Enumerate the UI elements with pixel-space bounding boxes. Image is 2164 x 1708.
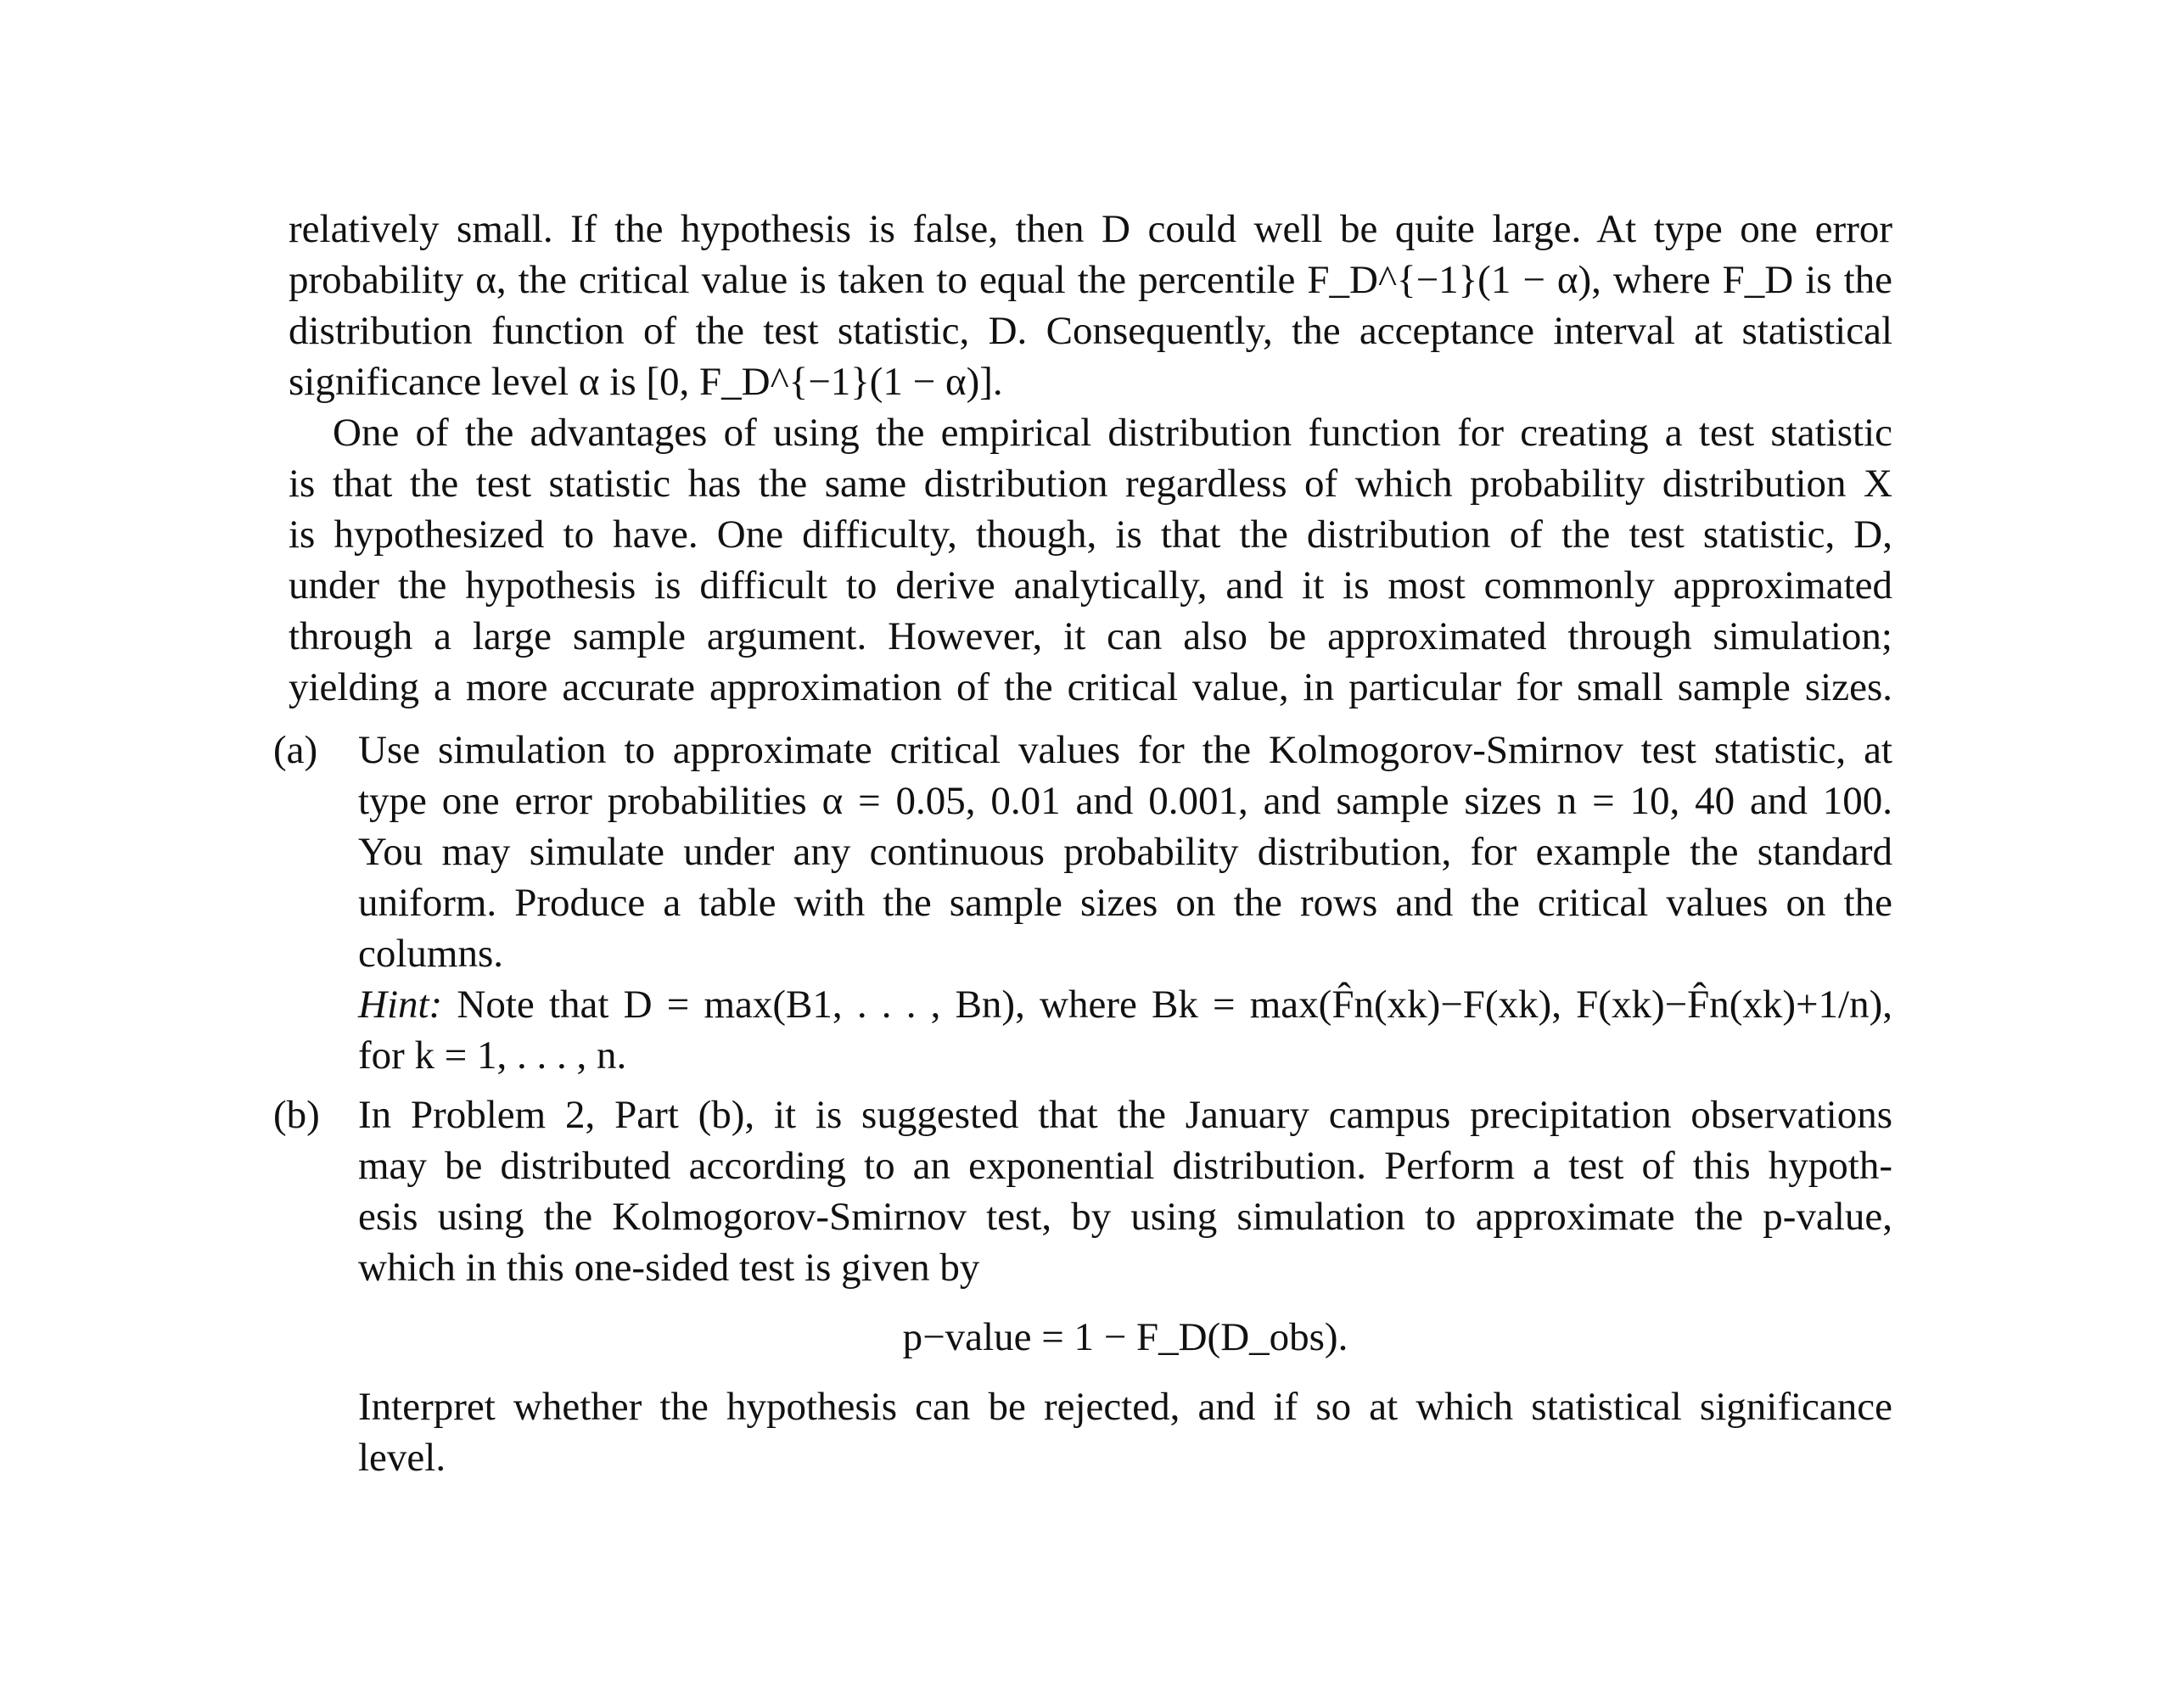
part-a-hint-line-1 xyxy=(358,979,1892,1030)
paragraph-2-line-6: yielding a more accurate approximation of the critical value, in particular for small sample sizes. xyxy=(289,665,1892,709)
hint-label: Hint: xyxy=(358,983,443,1027)
part-a-hint-line-2: for k = 1, . . . , n. xyxy=(358,1033,627,1078)
part-a-line-5: columns. xyxy=(358,932,504,976)
paragraph-2-line-4: under the hypothesis is difficult to derive analytically, and it is most commonly approximated xyxy=(289,563,1892,608)
document-page xyxy=(273,204,1893,1483)
part-b-line-4: which in this one-sided test is given by xyxy=(358,1246,980,1290)
hint-text-1: Note that D = max(B1, . . . , Bn), where Bk = max(F̂n(xk)−F(xk), F(xk)−F̂n(xk)+1/n), xyxy=(457,983,1893,1027)
paragraph-1-line-3: distribution function of the test statistic, D. Consequently, the acceptance interval at statistical xyxy=(289,309,1892,353)
paragraph-2-line-1: One of the advantages of using the empirical distribution function for creating a test statistic xyxy=(333,411,1892,455)
paragraph-1-line-4: significance level α is [0, F_D^{−1}(1 − α)]. xyxy=(289,360,1003,404)
paragraph-2-line-3: is hypothesized to have. One difficulty, though, is that the distribution of the test statistic, D, xyxy=(289,512,1892,557)
paragraph-1 xyxy=(289,204,1892,407)
p-value-formula: p−value = 1 − F_D(D_obs). xyxy=(902,1315,1348,1359)
part-b-label: (b) xyxy=(273,1093,320,1137)
paragraph-1-line-2: probability α, the critical value is taken to equal the percentile F_D^{−1}(1 − α), where F_D is the xyxy=(289,258,1892,302)
part-b xyxy=(273,1089,1892,1483)
part-b-after-line-1: Interpret whether the hypothesis can be rejected, and if so at which statistical significance xyxy=(358,1385,1892,1429)
part-b-line-2: may be distributed according to an exponential distribution. Perform a test of this hypoth- xyxy=(358,1144,1892,1188)
part-b-after-line-2: level. xyxy=(358,1436,446,1480)
part-a-line-3: You may simulate under any continuous probability distribution, for example the standard xyxy=(358,830,1892,874)
paragraph-1-line-1: relatively small. If the hypothesis is false, then D could well be quite large. At type one error xyxy=(289,207,1892,251)
paragraph-2-line-5: through a large sample argument. However, it can also be approximated through simulation; xyxy=(289,614,1892,658)
paragraph-2-line-2: is that the test statistic has the same distribution regardless of which probability distribution X xyxy=(289,462,1892,506)
part-b-line-3: esis using the Kolmogorov-Smirnov test, by using simulation to approximate the p-value, xyxy=(358,1195,1892,1239)
part-a-label: (a) xyxy=(273,728,318,772)
part-a-line-1: Use simulation to approximate critical values for the Kolmogorov-Smirnov test statistic, at xyxy=(358,728,1892,772)
part-a xyxy=(273,725,1893,1081)
part-b-line-1: In Problem 2, Part (b), it is suggested that the January campus precipitation observations xyxy=(358,1093,1892,1137)
paragraph-2 xyxy=(289,407,1892,713)
part-a-line-2: type one error probabilities α = 0.05, 0.01 and 0.001, and sample sizes n = 10, 40 and 100. xyxy=(358,779,1892,823)
part-a-line-4: uniform. Produce a table with the sample sizes on the rows and the critical values on the xyxy=(358,881,1892,925)
